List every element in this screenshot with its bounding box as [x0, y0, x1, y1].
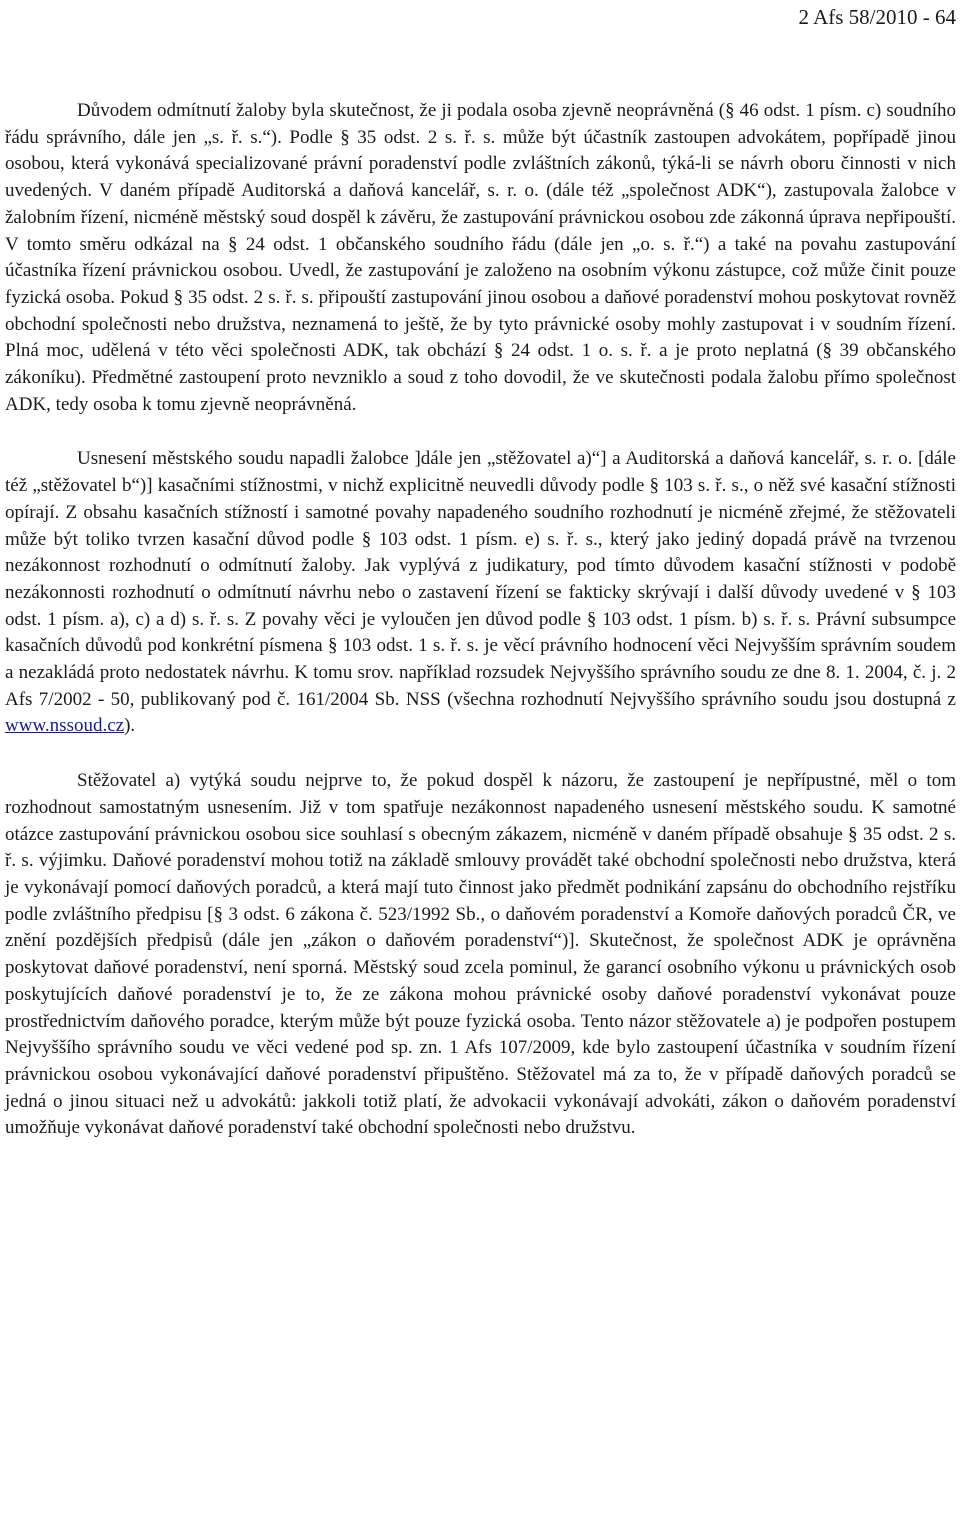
paragraph-1-text: Důvodem odmítnutí žaloby byla skutečnost, že ji podala osoba zjevně neoprávněná (§ 46 odst. 1 písm. c) soudního řádu správního, dále jen „s. ř. s.“). Podle § 35 odst. 2 s. ř. s. může být účastník zastoupen advokátem, popřípadě jinou osobou, která vykonává specializované právní poradenství podle zvláštních zákonů, týká-li se návrh oboru činnosti v nich uvedených. V daném případě Auditorská a daňová kancelář, s. r. o. (dále též „společnost ADK“), zastupovala žalobce v žalobním řízení, nicméně městský soud dospěl k závěru, že zastupování právnickou osobou zde zákonná úprava nepřipouští. V tomto směru odkázal na § 24 odst. 1 občanského soudního řádu (dále jen „o. s. ř.“) a také na povahu zastupování účastníka řízení právnickou osobou. Uvedl, že zastupování je založeno na osobním výkonu zástupce, což může činit pouze fyzická osoba. Pokud § 35 odst. 2 s. ř. s. připouští zastupování jinou osobou a daňové poradenství mohou poskytovat rovněž obchodní společnosti nebo družstva, neznamená to ještě, že by tyto právnické osoby mohly zastupovat i v soudním řízení. Plná moc, udělená v této věci společnosti ADK, tak obchází § 24 odst. 1 o. s. ř. a je proto neplatná (§ 39 občanského zákoníku). Předmětné zastoupení proto nevzniklo a soud z toho dovodil, že ve skutečnosti podala žalobu přímo společnost ADK, tedy osoba k tomu zjevně neoprávněná.: [5, 100, 956, 415]
paragraph-3: [5, 768, 956, 1142]
paragraph-2: [5, 446, 956, 740]
page-header: [5, 0, 956, 43]
paragraph-2-tail: ).: [124, 715, 136, 737]
paragraph-2-text: Usnesení městského soudu napadli žalobce ]dále jen „stěžovatel a)“] a Auditorská a daňová kancelář, s. r. o. [dále též „stěžovatel b“)] kasačními stížnostmi, v nichž explicitně neuvedli důvody podle § 103 s. ř. s., o něž své kasační stížnosti opírají. Z obsahu kasačních stížností i samotné povahy napadeného soudního rozhodnutí je nicméně zřejmé, že stěžovateli může být toliko tvrzen kasační důvod podle § 103 odst. 1 písm. e) s. ř. s., který jako jediný dopadá právě na tvrzenou nezákonnost rozhodnutí o odmítnutí žaloby. Jak vyplývá z judikatury, pod tímto důvodem kasační stížnosti v podobě nezákonnosti rozhodnutí o odmítnutí návrhu nebo o zastavení řízení se fakticky skrývají i další důvody uvedené v § 103 odst. 1 písm. a), c) a d) s. ř. s. Z povahy věci je vyloučen jen důvod podle § 103 odst. 1 písm. b) s. ř. s. Právní subsumpce kasačních důvodů pod konkrétní písmena § 103 odst. 1 s. ř. s. je věcí právního hodnocení věci Nejvyšším správním soudem a nezakládá proto nedostatek návrhu. K tomu srov. například rozsudek Nejvyššího správního soudu ze dne 8. 1. 2004, č. j. 2 Afs 7/2002 - 50, publikovaný pod č. 161/2004 Sb. NSS (všechna rozhodnutí Nejvyššího správního soudu jsou dostupná z: [5, 448, 956, 710]
document-body: [5, 98, 956, 1142]
paragraph-1: [5, 98, 956, 418]
paragraph-3-text: Stěžovatel a) vytýká soudu nejprve to, že pokud dospěl k názoru, že zastoupení je nepřípustné, měl o tom rozhodnout samostatným usnesením. Již v tom spatřuje nezákonnost napadeného usnesení městského soudu. K samotné otázce zastupování právnickou osobou sice souhlasí s obecným zákazem, nicméně v daném případě obsahuje § 35 odst. 2 s. ř. s. výjimku. Daňové poradenství mohou totiž na základě smlouvy provádět také obchodní společnosti nebo družstva, která je vykonávají pomocí daňových poradců, a která mají tuto činnost jako předmět podnikání zapsánu do obchodního rejstříku podle zvláštního předpisu [§ 3 odst. 6 zákona č. 523/1992 Sb., o daňovém poradenství a Komoře daňových poradců ČR, ve znění pozdějších předpisů (dále jen „zákon o daňovém poradenství“)]. Skutečnost, že společnost ADK je oprávněna poskytovat daňové poradenství, není sporná. Městský soud zcela pominul, že garancí osobního výkonu u právnických osob poskytujících daňové poradenství je to, že ze zákona mohou právnické osoby daňové poradenství vykonávat pouze prostřednictvím daňového poradce, kterým může být pouze fyzická osoba. Tento názor stěžovatele a) je podpořen postupem Nejvyššího správního soudu ve věci vedené pod sp. zn. 1 Afs 107/2009, kde bylo zastoupení účastníka v soudním řízení právnickou osobou vykonávající daňové poradenství připuštěno. Stěžovatel má za to, že v případě daňových poradců se jedná o jinou situaci než u advokátů: jakkoli totiž platí, že advokacii vykonávají advokáti, zákon o daňovém poradenství umožňuje vykonávat daňové poradenství také obchodní společnosti nebo družstvu.: [5, 770, 956, 1139]
nssoud-link[interactable]: www.nssoud.cz: [5, 715, 125, 737]
case-number: 2 Afs 58/2010 - 64: [798, 5, 956, 29]
